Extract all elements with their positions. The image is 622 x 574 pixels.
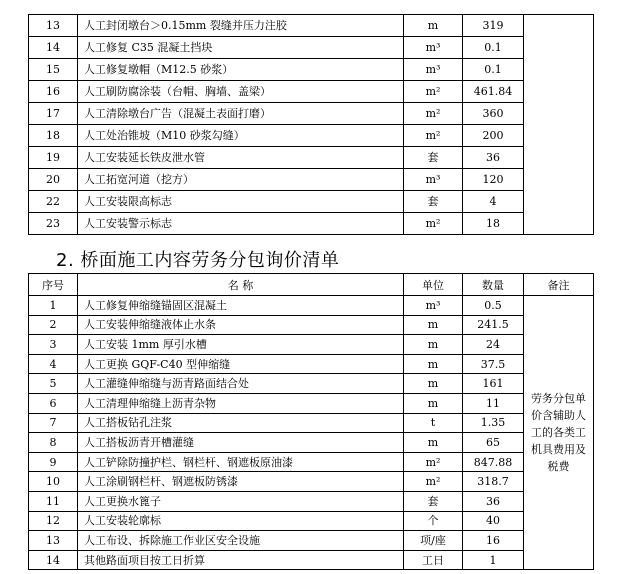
cell-qty: 16 [463,531,524,551]
cell-unit: m [404,15,463,37]
table-row [29,103,594,125]
table-deck-items [28,273,594,570]
cell-qty: 161 [463,374,524,394]
table-row [29,433,594,453]
table-row [29,213,594,235]
cell-qty: 36 [463,491,524,511]
cell-unit: m² [404,125,463,147]
cell-remark [524,15,594,235]
cell-no: 14 [29,550,78,570]
cell-unit: m² [404,452,463,472]
table-row [29,315,594,335]
cell-qty: 24 [463,335,524,355]
cell-qty: 0.1 [463,37,524,59]
cell-name: 人工封闭墩台＞0.15mm 裂缝并压力注胶 [78,15,404,37]
cell-name: 人工更换水篦子 [78,491,404,511]
cell-no: 13 [29,15,78,37]
table-header-row [29,274,594,296]
cell-no: 9 [29,452,78,472]
cell-unit: m³ [404,296,463,316]
cell-name: 人工安装延长铁皮泄水管 [78,147,404,169]
table-row [29,147,594,169]
table-row [29,335,594,355]
cell-no: 18 [29,125,78,147]
cell-unit: m [404,374,463,394]
header-no: 序号 [29,274,78,296]
table-row [29,15,594,37]
cell-no: 5 [29,374,78,394]
cell-no: 11 [29,491,78,511]
cell-no: 12 [29,511,78,531]
table-row [29,374,594,394]
table-row [29,511,594,531]
table-row [29,169,594,191]
cell-no: 15 [29,59,78,81]
cell-qty: 40 [463,511,524,531]
cell-no: 6 [29,393,78,413]
cell-unit: m³ [404,59,463,81]
table-row [29,296,594,316]
cell-qty: 318.7 [463,472,524,492]
cell-unit: 个 [404,511,463,531]
cell-no: 20 [29,169,78,191]
cell-name: 人工刷防腐涂装（台帽、胸墙、盖梁） [78,81,404,103]
cell-remark: 劳务分包单价含辅助人工的各类工机具费用及税费 [524,296,594,570]
header-remark: 备注 [524,274,594,296]
cell-no: 13 [29,531,78,551]
table-row [29,472,594,492]
cell-unit: m [404,354,463,374]
cell-unit: m [404,393,463,413]
header-qty: 数量 [463,274,524,296]
cell-name: 人工安装伸缩缝液体止水条 [78,315,404,335]
table-row [29,550,594,570]
cell-qty: 37.5 [463,354,524,374]
cell-name: 人工安装警示标志 [78,213,404,235]
cell-name: 人工灌缝伸缩缝与沥青路面结合处 [78,374,404,394]
cell-qty: 241.5 [463,315,524,335]
cell-name: 人工拓宽河道（挖方） [78,169,404,191]
cell-no: 4 [29,354,78,374]
cell-no: 2 [29,315,78,335]
cell-no: 23 [29,213,78,235]
cell-name: 人工修复 C35 混凝土挡块 [78,37,404,59]
cell-name: 人工搭板钻孔注浆 [78,413,404,433]
cell-name: 人工清除墩台广告（混凝土表面打磨） [78,103,404,125]
cell-name: 其他路面项目按工日折算 [78,550,404,570]
cell-name: 人工更换 GQF-C40 型伸缩缝 [78,354,404,374]
cell-no: 8 [29,433,78,453]
cell-qty: 0.1 [463,59,524,81]
cell-qty: 360 [463,103,524,125]
cell-unit: m³ [404,169,463,191]
table-row [29,491,594,511]
cell-unit: m² [404,472,463,492]
cell-qty: 319 [463,15,524,37]
cell-name: 人工清理伸缩缝上沥青杂物 [78,393,404,413]
cell-qty: 36 [463,147,524,169]
cell-qty: 4 [463,191,524,213]
cell-unit: m [404,335,463,355]
cell-name: 人工搭板沥青开槽灌缝 [78,433,404,453]
cell-name: 人工安装 1mm 厚引水槽 [78,335,404,355]
cell-no: 14 [29,37,78,59]
cell-no: 7 [29,413,78,433]
cell-qty: 1.35 [463,413,524,433]
table-row [29,354,594,374]
cell-name: 人工安装轮廓标 [78,511,404,531]
cell-no: 22 [29,191,78,213]
table-row [29,531,594,551]
cell-qty: 461.84 [463,81,524,103]
cell-unit: m [404,315,463,335]
cell-qty: 0.5 [463,296,524,316]
cell-unit: 工日 [404,550,463,570]
cell-unit: m² [404,81,463,103]
cell-no: 17 [29,103,78,125]
section-heading: 2. 桥面施工内容劳务分包询价清单 [56,250,340,271]
header-unit: 单位 [404,274,463,296]
cell-name: 人工铲除防撞护栏、钢栏杆、钢遮板原油漆 [78,452,404,472]
cell-unit: m² [404,213,463,235]
cell-qty: 120 [463,169,524,191]
cell-qty: 200 [463,125,524,147]
cell-unit: m [404,433,463,453]
table-row [29,37,594,59]
table-row [29,413,594,433]
table-row [29,125,594,147]
table-row [29,81,594,103]
cell-unit: 套 [404,491,463,511]
cell-name: 人工处治锥坡（M10 砂浆勾缝） [78,125,404,147]
cell-name: 人工安装限高标志 [78,191,404,213]
cell-qty: 847.88 [463,452,524,472]
table-abutment-items [28,14,594,235]
cell-name: 人工布设、拆除施工作业区安全设施 [78,531,404,551]
cell-no: 19 [29,147,78,169]
cell-no: 3 [29,335,78,355]
cell-no: 1 [29,296,78,316]
cell-qty: 1 [463,550,524,570]
cell-name: 人工涂刷钢栏杆、钢遮板防锈漆 [78,472,404,492]
table-row [29,393,594,413]
cell-unit: m² [404,103,463,125]
table-row [29,191,594,213]
cell-qty: 65 [463,433,524,453]
table-row [29,59,594,81]
cell-name: 人工修复伸缩缝锚固区混凝土 [78,296,404,316]
cell-qty: 18 [463,213,524,235]
cell-unit: 套 [404,191,463,213]
header-name: 名 称 [78,274,404,296]
table-row [29,452,594,472]
cell-qty: 11 [463,393,524,413]
cell-unit: 项/座 [404,531,463,551]
cell-unit: m³ [404,37,463,59]
cell-unit: 套 [404,147,463,169]
cell-no: 16 [29,81,78,103]
cell-unit: t [404,413,463,433]
cell-no: 10 [29,472,78,492]
cell-name: 人工修复墩帽（M12.5 砂浆） [78,59,404,81]
